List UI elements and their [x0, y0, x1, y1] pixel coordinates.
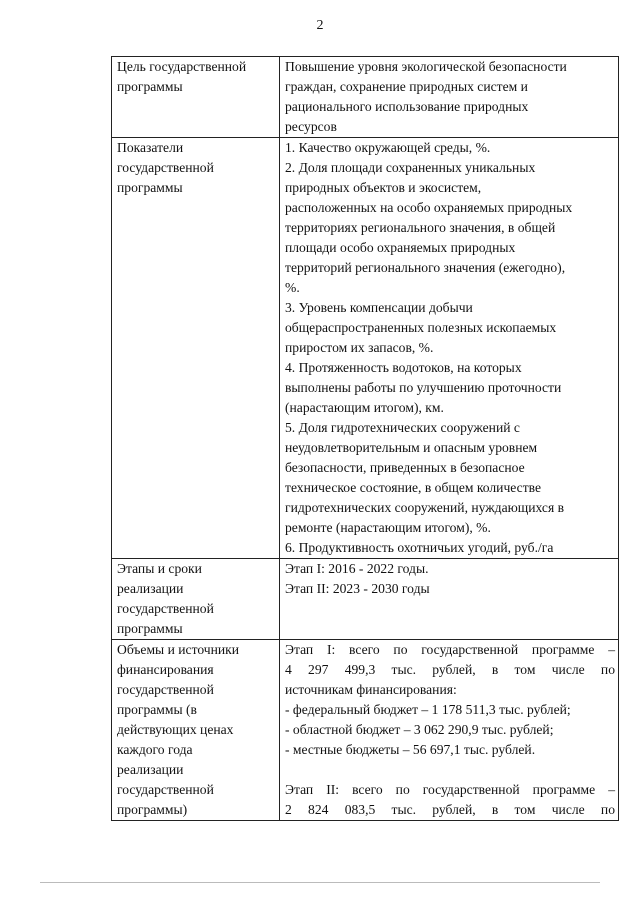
label-line: государственной [117, 682, 214, 697]
value-line: выполнены работы по улучшению проточности [285, 380, 562, 395]
value-line: 5. Доля гидротехнических сооружений с [285, 420, 520, 435]
value-line: - областной бюджет – 3 062 290,9 тыс. рублей; [285, 722, 554, 737]
value-line: 1. Качество окружающей среды, %. [285, 140, 491, 155]
value-line: граждан, сохранение природных систем и [285, 79, 528, 94]
table-row-stages [112, 559, 619, 640]
page-bottom-divider [40, 882, 600, 883]
label-line: программы [117, 621, 183, 636]
label-cell [112, 57, 280, 138]
value-line: - федеральный бюджет – 1 178 511,3 тыс. рублей; [285, 702, 571, 717]
page-number: 2 [316, 18, 324, 33]
label-line: программы [117, 180, 183, 195]
value-line: 2. Доля площади сохраненных уникальных [285, 160, 536, 175]
value-line: гидротехнических сооружений, нуждающихся в [285, 500, 565, 515]
value-line: безопасности, приведенных в безопасное [285, 460, 525, 475]
value-cell [280, 640, 619, 821]
value-line: неудовлетворительным и опасным уровнем [285, 440, 538, 455]
label-line: государственной [117, 160, 214, 175]
label-line: реализации [117, 581, 184, 596]
value-line: 4 297 499,3 тыс. рублей, в том числе по [285, 662, 615, 677]
table-row-goal [112, 57, 619, 138]
label-line: государственной [117, 782, 214, 797]
value-line: рационального использование природных [285, 99, 529, 114]
value-line: (нарастающим итогом), км. [285, 400, 444, 415]
label-cell [112, 559, 280, 640]
label-line: программы) [117, 802, 188, 817]
table-row-indicators [112, 138, 619, 559]
value-cell [280, 138, 619, 559]
value-line: %. [285, 280, 300, 295]
value-line: Этап II: всего по государственной программе – [285, 782, 615, 797]
label-line: финансирования [117, 662, 214, 677]
program-passport-table [111, 56, 619, 821]
label-line: программы (в [117, 702, 197, 717]
value-line: расположенных на особо охраняемых природных [285, 200, 573, 215]
label-cell [112, 640, 280, 821]
value-line: территориях регионального значения, в общей [285, 220, 556, 235]
label-line: каждого года [117, 742, 193, 757]
value-line: ремонте (нарастающим итогом), %. [285, 520, 491, 535]
value-line: площади особо охраняемых природных [285, 240, 516, 255]
value-line: 3. Уровень компенсации добычи [285, 300, 473, 315]
label-line: Объемы и источники [117, 642, 240, 657]
label-line: Показатели [117, 140, 184, 155]
value-line: Этап I: 2016 - 2022 годы. [285, 561, 429, 576]
value-line: 2 824 083,5 тыс. рублей, в том числе по [285, 802, 615, 817]
value-cell [280, 57, 619, 138]
label-cell [112, 138, 280, 559]
value-line: Этап II: 2023 - 2030 годы [285, 581, 430, 596]
table-row-financing [112, 640, 619, 821]
value-line: 6. Продуктивность охотничьих угодий, руб./га [285, 540, 554, 555]
value-line: территорий регионального значения (ежегодно), [285, 260, 566, 275]
value-line: Этап I: всего по государственной программе – [285, 642, 615, 657]
value-line: природных объектов и экосистем, [285, 180, 482, 195]
label-line: программы [117, 79, 183, 94]
value-line: - местные бюджеты – 56 697,1 тыс. рублей. [285, 742, 536, 757]
value-line: общераспространенных полезных ископаемых [285, 320, 557, 335]
label-line: Цель государственной [117, 59, 247, 74]
value-line: приростом их запасов, %. [285, 340, 434, 355]
value-line: Повышение уровня экологической безопасности [285, 59, 567, 74]
value-line: источникам финансирования: [285, 682, 457, 697]
value-line: ресурсов [285, 119, 337, 134]
label-line: государственной [117, 601, 214, 616]
value-cell [280, 559, 619, 640]
label-line: действующих ценах [117, 722, 234, 737]
value-line: 4. Протяженность водотоков, на которых [285, 360, 522, 375]
blank-line [285, 760, 615, 780]
value-line: техническое состояние, в общем количестве [285, 480, 542, 495]
label-line: реализации [117, 762, 184, 777]
label-line: Этапы и сроки [117, 561, 202, 576]
